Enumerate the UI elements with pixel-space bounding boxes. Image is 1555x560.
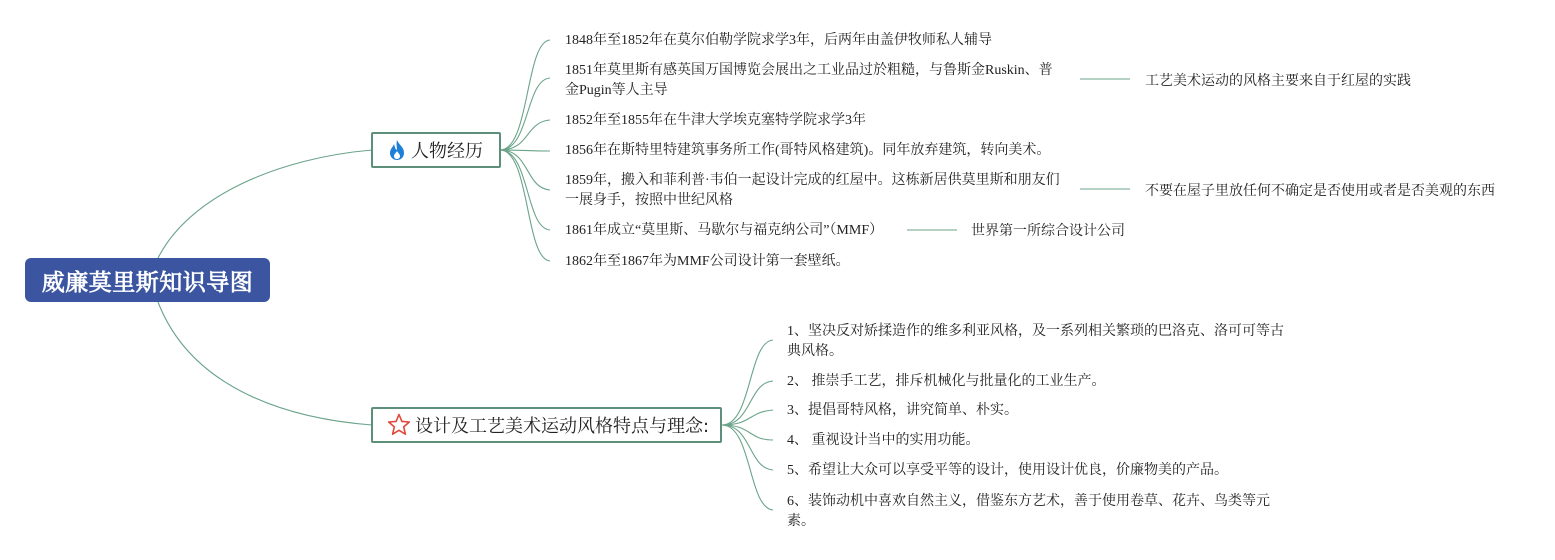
experience-note[interactable]: 工艺美术运动的风格主要来自于红屋的实践 <box>1145 73 1411 89</box>
branch-design-label: 设计及工艺美术运动风格特点与理念: <box>415 416 710 437</box>
connectors-experience <box>500 40 550 261</box>
experience-note[interactable]: 世界第一所综合设计公司 <box>971 223 1125 239</box>
branch-experience[interactable] <box>371 132 501 168</box>
branch-experience-label: 人物经历 <box>411 141 483 162</box>
experience-item[interactable]: 1852年至1855年在牛津大学埃克塞特学院求学3年 <box>565 113 866 128</box>
experience-item[interactable]: 1851年莫里斯有感英国万国博览会展出之工业品过於粗糙，与鲁斯金Ruskin、普金Pugin等人主导 <box>565 63 1053 98</box>
design-item[interactable]: 2、 推崇手工艺，排斥机械化与批量化的工业生产。 <box>787 374 1106 389</box>
design-item[interactable]: 5、希望让大众可以享受平等的设计，使用设计优良，价廉物美的产品。 <box>787 463 1228 478</box>
experience-item[interactable]: 1856年在斯特里特建筑事务所工作(哥特风格建筑)。同年放弃建筑，转向美术。 <box>565 143 1051 158</box>
branch-design[interactable] <box>371 407 722 443</box>
experience-note[interactable]: 不要在屋子里放任何不确定是否使用或者是否美观的东西 <box>1145 183 1495 199</box>
design-item[interactable]: 6、装饰动机中喜欢自然主义，借鉴东方艺术，善于使用卷草、花卉、鸟类等元素。 <box>787 494 1270 529</box>
connectors-design <box>722 340 773 510</box>
design-item[interactable]: 1、坚决反对矫揉造作的维多利亚风格，及一系列相关繁琐的巴洛克、洛可可等古典风格。 <box>787 324 1284 359</box>
flame-icon <box>387 139 407 161</box>
experience-item[interactable]: 1861年成立“莫里斯、马歇尔与福克纳公司”（MMF） <box>565 223 884 238</box>
design-item[interactable]: 4、 重视设计当中的实用功能。 <box>787 433 980 448</box>
connector-root-experience <box>158 150 372 258</box>
experience-item[interactable]: 1859年，搬入和菲利普·韦伯一起设计完成的红屋中。这栋新居供莫里斯和朋友们一展身手，按照中世纪风格 <box>565 173 1060 208</box>
experience-item[interactable]: 1848年至1852年在莫尔伯勒学院求学3年，后两年由盖伊牧师私人辅导 <box>565 33 992 48</box>
design-item[interactable]: 3、提倡哥特风格，讲究简单、朴实。 <box>787 403 1018 418</box>
experience-item[interactable]: 1862年至1867年为MMF公司设计第一套壁纸。 <box>565 254 850 269</box>
star-icon <box>387 413 411 437</box>
connector-root-design <box>158 302 372 425</box>
root-topic[interactable]: 威廉莫里斯知识导图 <box>25 258 270 302</box>
